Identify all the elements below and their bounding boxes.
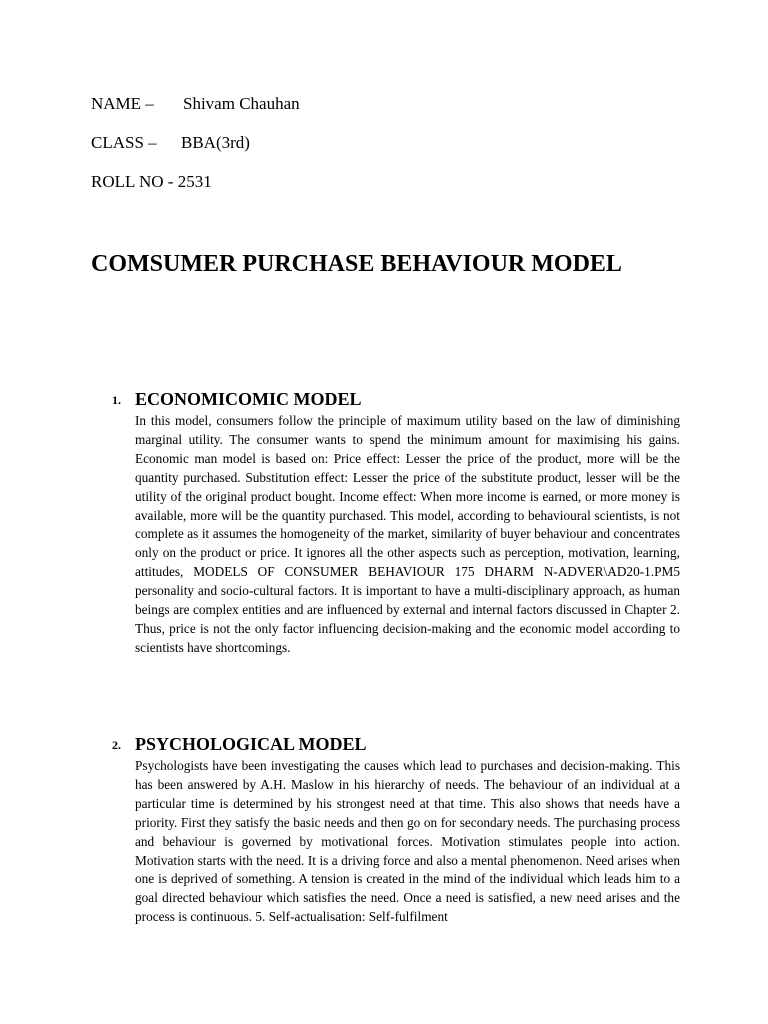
student-class: BBA(3rd)	[181, 133, 250, 152]
student-class-line	[91, 133, 250, 153]
section-paragraph: Psychologists have been investigating the causes which lead to purchases and decision-making. This has been answered by A.H. Maslow in his hierarchy of needs. The behaviour of an individual at a particular time is determined by his strongest need at that time. This also shows that needs have a priority. First they satisfy the basic needs and then go on for secondary needs. The purchasing process and behaviour is governed by motivational forces. Motivation stimulates people into action. Motivation starts with the need. It is a driving force and also a mental phenomenon. Need arises when one is deprived of something. A tension is created in the mind of the individual which leads him to a goal directed behaviour which satisfies the need. Once a need is satisfied, a new need arises and the process is continuous. 5. Self-actualisation: Self-fulfilment	[135, 758, 680, 925]
section-number: 2.	[112, 738, 121, 752]
section-heading: ECONOMICOMIC MODEL	[135, 389, 362, 409]
class-label: CLASS –	[91, 133, 157, 152]
section-heading-row	[112, 388, 680, 412]
section-psychological-model	[112, 733, 680, 927]
student-name-line	[91, 94, 300, 114]
section-number: 1.	[112, 393, 121, 407]
section-economic-model	[112, 388, 680, 658]
section-heading: PSYCHOLOGICAL MODEL	[135, 734, 367, 754]
section-paragraph: In this model, consumers follow the principle of maximum utility based on the law of diminishing marginal utility. The consumer wants to spend the minimum amount for maximising his gains. Economic man model is based on: Price effect: Lesser the price of the product, more will be the quantity purchased. Substitution effect: Lesser the price of the substitute product, lesser will be the utility of the original product bought. Income effect: When more income is earned, or more money is available, more will be the quantity purchased. This model, according to behavioural scientists, is not complete as it assumes the homogeneity of the market, similarity of buyer behaviour and concentrates only on the product or price. It ignores all the other aspects such as perception, motivation, learning, attitudes, MODELS OF CONSUMER BEHAVIOUR 175 DHARM N-ADVER\AD20-1.PM5 personality and socio-cultural factors. It is important to have a multi-disciplinary approach, as human beings are complex entities and are influenced by external and internal factors discussed in Chapter 2. Thus, price is not the only factor influencing decision-making and the economic model according to scientists have shortcomings.	[135, 413, 680, 655]
document-title: COMSUMER PURCHASE BEHAVIOUR MODEL	[91, 251, 622, 277]
name-label: NAME –	[91, 94, 154, 113]
roll-number-line: ROLL NO - 2531	[91, 172, 212, 191]
section-heading-row	[112, 733, 680, 757]
student-name: Shivam Chauhan	[183, 94, 300, 113]
